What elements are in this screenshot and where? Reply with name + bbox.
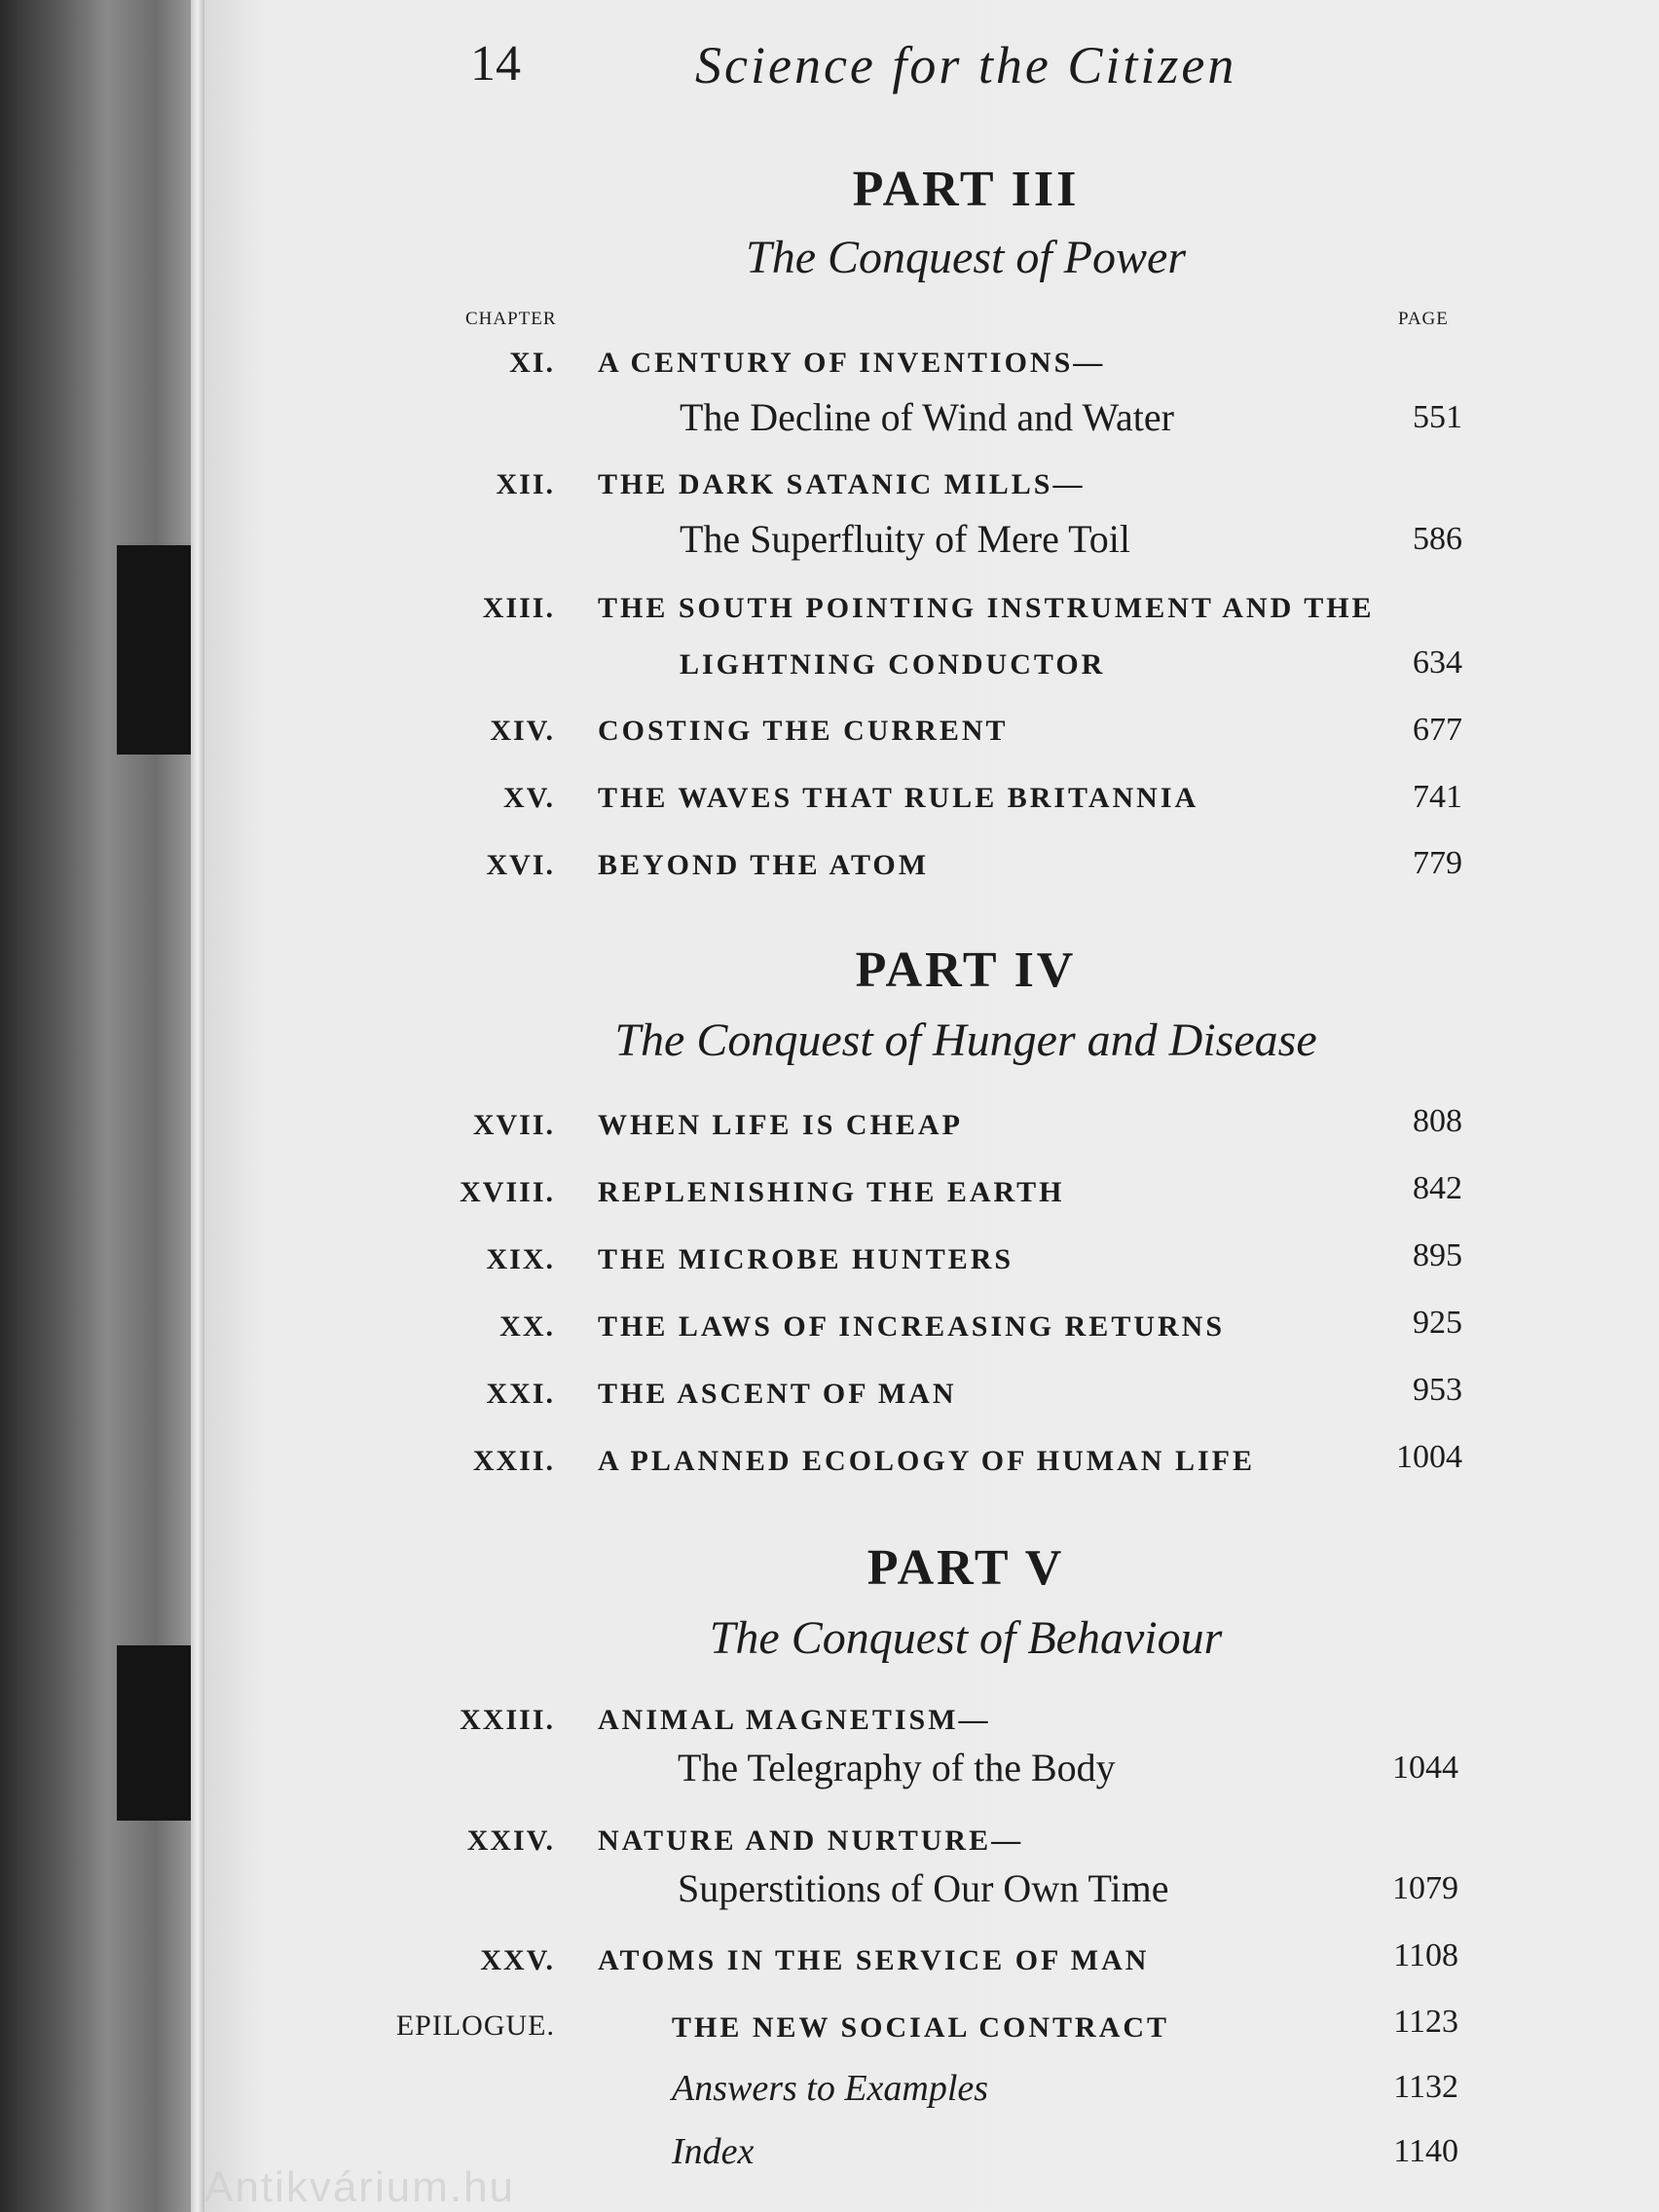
chapter-title: THE LAWS OF INCREASING RETURNS (598, 1310, 1226, 1343)
back-matter-title: Index (672, 2131, 755, 2172)
chapter-number: XV. (503, 782, 555, 814)
chapter-number: XXIV. (466, 1825, 555, 1857)
page-ref: 551 (1413, 399, 1462, 435)
part-title: PART III (852, 162, 1080, 217)
chapter-subtitle: The Decline of Wind and Water (680, 395, 1174, 439)
chapter-title: WHEN LIFE IS CHEAP (598, 1109, 963, 1141)
page-ref: 808 (1413, 1103, 1462, 1139)
page-ref: 1079 (1392, 1870, 1458, 1906)
chapter-number: XXII. (472, 1445, 555, 1477)
page-ref: 779 (1413, 845, 1462, 881)
chapter-number: XII. (496, 468, 555, 500)
chapter-title: THE SOUTH POINTING INSTRUMENT AND THE (598, 592, 1375, 624)
page-number: 14 (470, 36, 521, 92)
page-ref: 953 (1413, 1372, 1462, 1408)
chapter-column-label: CHAPTER (465, 309, 557, 329)
spine-band (117, 1645, 195, 1821)
page-ref: 842 (1413, 1170, 1462, 1206)
chapter-title: THE DARK SATANIC MILLS— (598, 468, 1086, 500)
chapter-title: THE ASCENT OF MAN (598, 1378, 957, 1410)
part-title: PART V (866, 1540, 1065, 1596)
book-title: Science for the Citizen (695, 36, 1237, 94)
chapter-title: BEYOND THE ATOM (598, 849, 930, 881)
chapter-title: COSTING THE CURRENT (598, 715, 1009, 747)
page-ref: 925 (1413, 1305, 1462, 1341)
chapter-number: XXV. (480, 1944, 555, 1976)
chapter-number: XXI. (486, 1378, 555, 1410)
page-edge (191, 0, 204, 2212)
chapter-title: ANIMAL MAGNETISM— (598, 1704, 991, 1736)
watermark: Antikvárium.hu (204, 2163, 516, 2211)
book-spine (0, 0, 195, 2212)
chapter-number: XVIII. (460, 1176, 555, 1208)
chapter-title: A PLANNED ECOLOGY OF HUMAN LIFE (598, 1445, 1255, 1477)
chapter-title: REPLENISHING THE EARTH (598, 1176, 1065, 1208)
chapter-title: A CENTURY OF INVENTIONS— (598, 347, 1106, 379)
part-subtitle: The Conquest of Behaviour (709, 1612, 1223, 1664)
chapter-title-continued: LIGHTNING CONDUCTOR (680, 648, 1106, 681)
chapter-subtitle: The Superfluity of Mere Toil (680, 517, 1131, 561)
page-ref: 741 (1413, 779, 1462, 815)
page-ref: 1123 (1393, 2004, 1458, 2040)
chapter-number: XXIII. (460, 1704, 555, 1736)
chapter-title: THE MICROBE HUNTERS (598, 1243, 1014, 1275)
chapter-number: XVI. (486, 849, 555, 881)
part-subtitle: The Conquest of Power (746, 232, 1186, 283)
page-ref: 1140 (1393, 2133, 1458, 2169)
back-matter-title: Answers to Examples (672, 2068, 989, 2109)
chapter-title: THE NEW SOCIAL CONTRACT (672, 2011, 1170, 2044)
chapter-number: EPILOGUE. (395, 2009, 555, 2042)
chapter-number: XI. (509, 347, 555, 379)
page-ref: 677 (1413, 712, 1462, 748)
page-ref: 586 (1413, 521, 1462, 557)
page-ref: 895 (1413, 1237, 1462, 1273)
page-ref: 1044 (1392, 1750, 1458, 1786)
chapter-number: XIV. (490, 715, 555, 747)
chapter-number: XX. (499, 1310, 555, 1343)
page-column-label: PAGE (1398, 309, 1449, 329)
page-ref: 1004 (1396, 1439, 1462, 1475)
running-head (0, 29, 1659, 107)
page-ref: 1132 (1393, 2069, 1458, 2105)
chapter-title: ATOMS IN THE SERVICE OF MAN (598, 1944, 1150, 1976)
spine-band (117, 545, 195, 755)
page-ref: 1108 (1393, 1937, 1458, 1973)
chapter-number: XIII. (482, 592, 555, 624)
part-title: PART IV (855, 942, 1077, 998)
chapter-subtitle: The Telegraphy of the Body (678, 1746, 1116, 1789)
chapter-number: XVII. (472, 1109, 555, 1141)
chapter-subtitle: Superstitions of Our Own Time (678, 1866, 1169, 1910)
part-subtitle: The Conquest of Hunger and Disease (614, 1014, 1317, 1066)
page-ref: 634 (1413, 645, 1462, 681)
chapter-title: THE WAVES THAT RULE BRITANNIA (598, 782, 1199, 814)
chapter-number: XIX. (486, 1243, 555, 1275)
chapter-title: NATURE AND NURTURE— (598, 1825, 1024, 1857)
